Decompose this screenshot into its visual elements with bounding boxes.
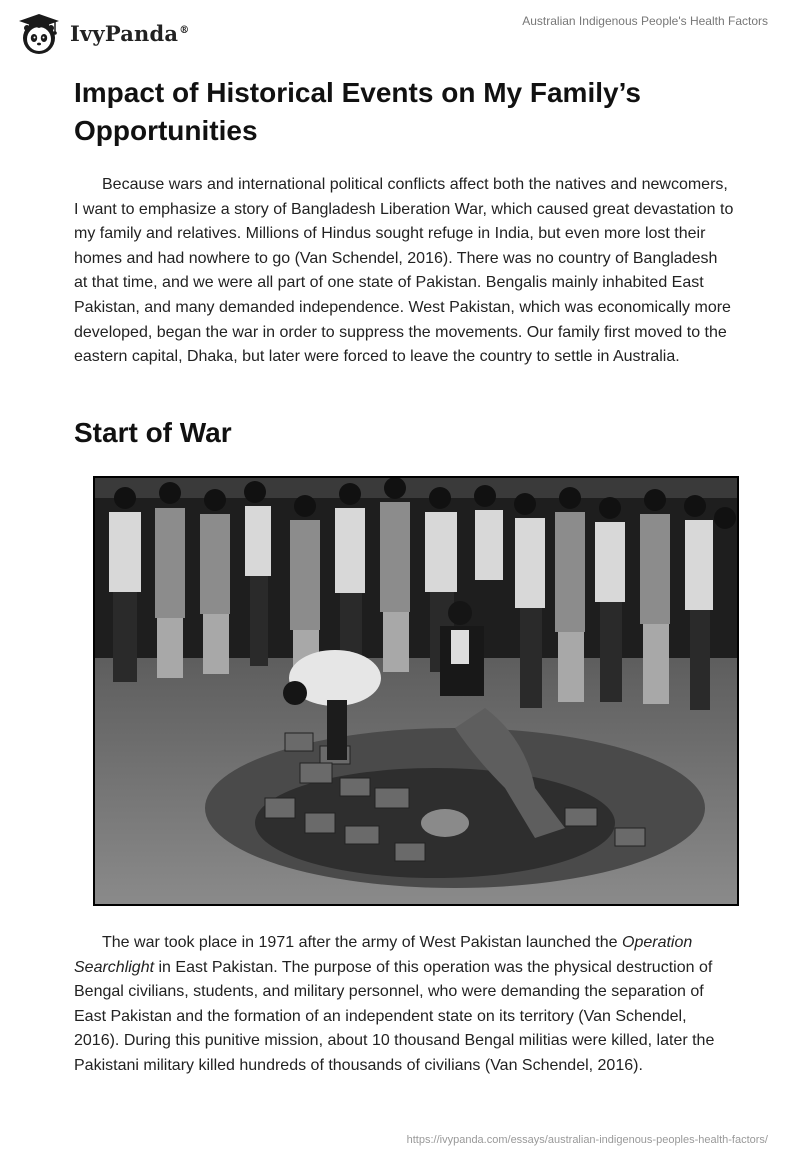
war-photograph bbox=[93, 476, 739, 906]
logo-wordmark: IvyPanda® bbox=[70, 20, 190, 46]
source-url[interactable]: https://ivypanda.com/essays/australian-indigenous-peoples-health-factors/ bbox=[406, 1134, 768, 1146]
site-logo[interactable] bbox=[14, 8, 189, 58]
panda-graduate-icon bbox=[14, 8, 64, 58]
subsection-heading: Start of War bbox=[74, 417, 232, 448]
body-paragraph: Because wars and international political conflicts affect both the natives and newcomers, I want to emphasize a story of Bangladesh Liberation War, which caused great devastation to my family and relatives. Millions of Hindus sought refuge in India, but even more lost their homes and had nowhere to go (Van Schendel, 2016). There was no country of Bangladesh at that time, and we were all part of one state of Pakistan. Bengalis mainly inhabited East Pakistan, and many demanded independence. West Pakistan, which was economically more developed, began the war in order to suppress the movements. Our family first moved to the eastern capital, Dhaka, but later were forced to leave the country to settle in Australia. bbox=[74, 176, 734, 366]
body-paragraph-war: The war took place in 1971 after the army of West Pakistan launched the Operation Searchlight in East Pakistan. The purpose of this operation was the physical destruction of Bengal civilians, students, and military personnel, who were demanding the separation of East Pakistan and the formation of an independent state on its territory (Van Schendel, 2016). During this punitive mission, about 10 thousand Bengal militias were killed, later the Pakistani military killed hundreds of thousands of civilians (Van Schendel, 2016). bbox=[74, 934, 715, 1074]
photo-illustration bbox=[95, 478, 737, 904]
section-heading: Impact of Historical Events on My Family’s Opportunities bbox=[74, 77, 641, 146]
running-title: Australian Indigenous People's Health Factors bbox=[522, 14, 768, 28]
